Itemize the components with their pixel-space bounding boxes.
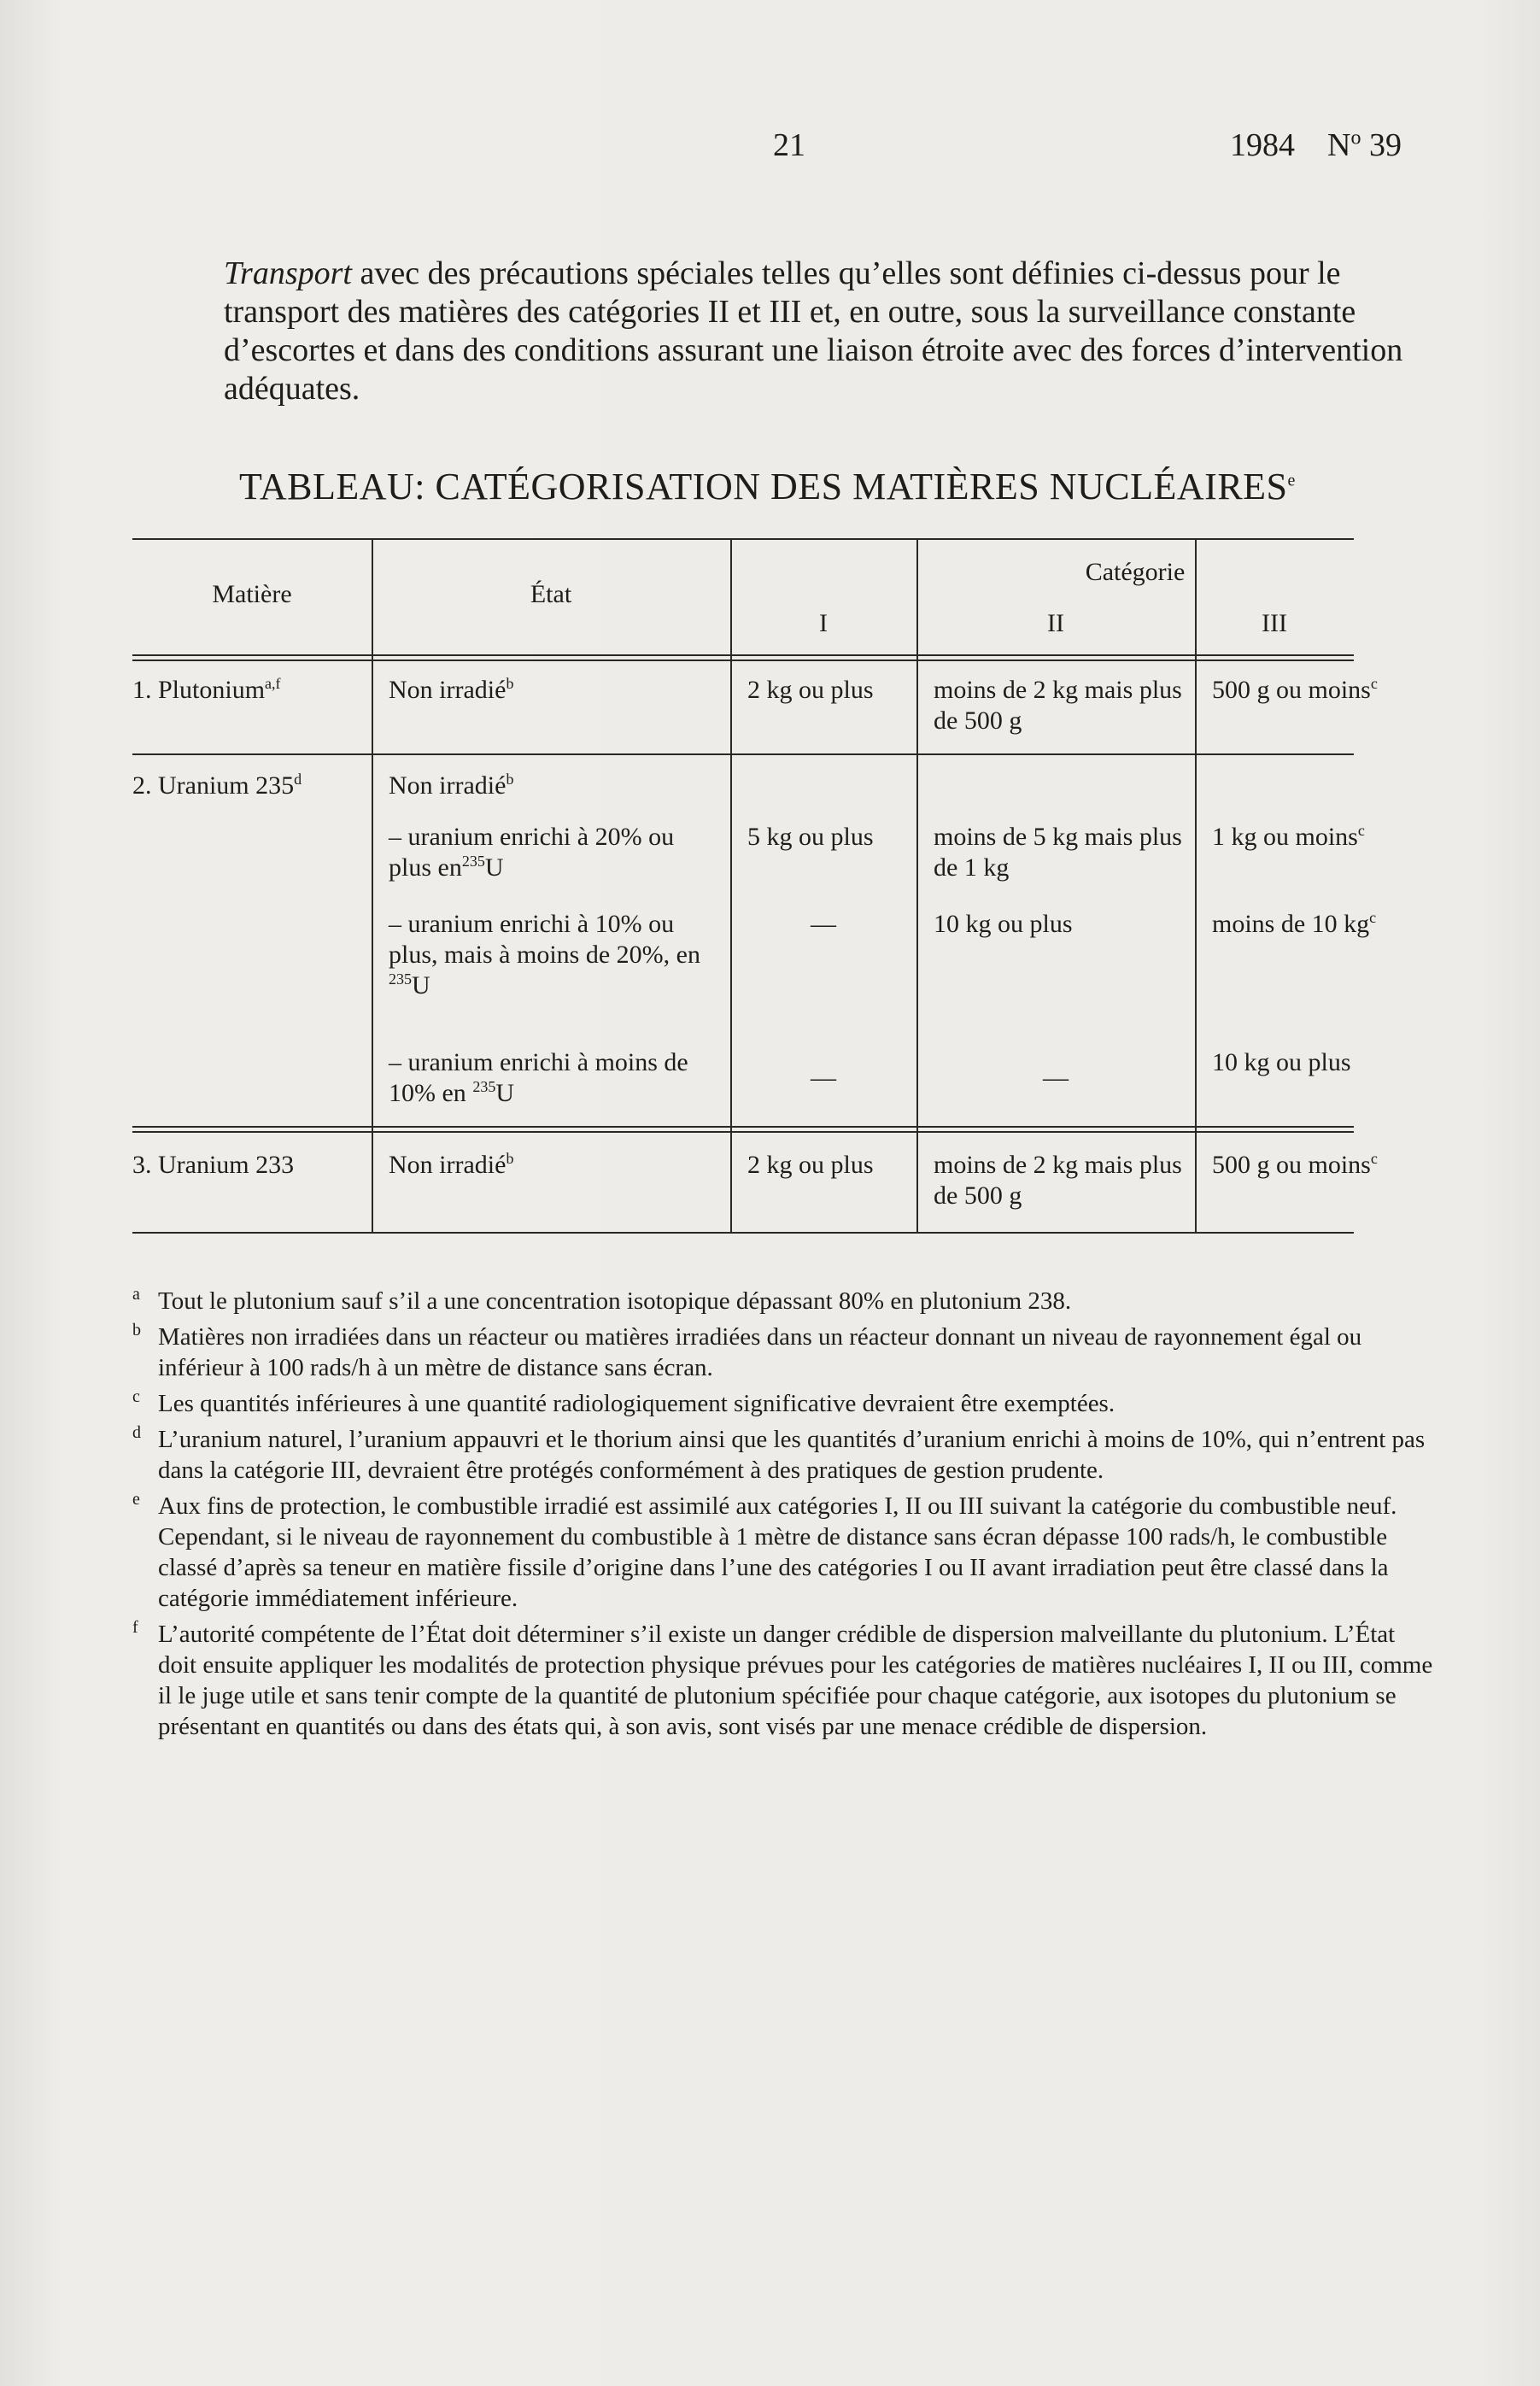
footnote: b Matières non irradiées dans un réacteur ou matières irradiées dans un réacteur donnant un niveau de rayonnement égal ou inférieur à 100 rads/h à un mètre de distance sans écran. <box>132 1321 1362 1381</box>
footnote: c Les quantités inférieures à une quantité radiologiquement significative devraient être exemptées. <box>132 1387 1115 1417</box>
header-cat-ii: II <box>1047 609 1064 637</box>
row3-etat: Non irradié$^b$ <box>389 1150 514 1179</box>
row2-sub1-cat-i: 5 kg ou plus <box>747 823 874 851</box>
row2-matiere: 2. Uranium 235$^d$ <box>132 771 302 800</box>
row2-sub1-etat: – uranium enrichi à 20% ou plus $en^{235}U$ <box>389 823 675 882</box>
footnote: a Tout le plutonium sauf s’il a une concentration isotopique dépassant 80% en plutonium 238. <box>132 1285 1072 1315</box>
table-title: TABLEAU: CATÉGORISATION DES MATIÈRES NUCLÉAIRES$^e$ <box>239 466 1296 507</box>
row2-etat: Non irradié$^b$ <box>389 771 514 800</box>
row1-cat-i: 2 kg ou plus <box>747 676 874 704</box>
header-cat-iii: III <box>1262 609 1287 637</box>
row1-cat-ii: moins de 2 kg mais plus de 500 g <box>934 676 1182 735</box>
row3-matiere: 3. Uranium 233 <box>132 1151 295 1179</box>
row2-sub3-cat-ii: — <box>1043 1064 1069 1092</box>
row2-sub3-cat-iii: 10 kg ou plus <box>1212 1048 1351 1076</box>
header-matiere: Matière <box>212 580 292 608</box>
intro-text: avec des précautions spéciales telles qu’elles sont définies ci-dessus pour le transport des matières des catégories II et III et, en outre, sous la surveillance constante d’escortes et dans des conditions assurant une liaison étroite avec des forces d’intervention adéquates. <box>224 255 1403 407</box>
row2-sub2-cat-iii: moins de 10 $kg^c$ <box>1212 909 1377 938</box>
row3-cat-iii: 500 g ou moins$^c$ <box>1212 1150 1378 1179</box>
row2-sub2-cat-i: — <box>811 910 836 938</box>
row1-etat: Non irradié$^b$ <box>389 675 514 704</box>
header-etat: État <box>530 580 572 608</box>
header-cat-i: I <box>819 609 828 637</box>
document-reference: 1984 $N^o$ 39 <box>1230 126 1402 163</box>
row3-cat-i: 2 kg ou plus <box>747 1151 874 1179</box>
intro-paragraph <box>224 255 1437 408</box>
row2-sub3-cat-i: — <box>811 1064 836 1092</box>
row2-sub3-etat: – uranium enrichi à moins de 10% en $^{235}$U <box>389 1048 688 1107</box>
row2-sub1-cat-ii: moins de 5 kg mais plus de 1 kg <box>934 823 1182 882</box>
page-header <box>0 126 1540 169</box>
footnotes <box>132 1286 1439 1747</box>
footnote: d L’uranium naturel, l’uranium appauvri et le thorium ainsi que les quantités d’uranium enrichi à moins de 10%, qui n’entrent pas dans la catégorie III, devraient être protégés conformément à des pratiques de gestion prudente. <box>132 1423 1426 1484</box>
intro-keyword: Transport <box>224 255 352 291</box>
row2-sub2-cat-ii: 10 kg ou plus <box>934 910 1073 938</box>
footnote: f L’autorité compétente de l’État doit déterminer s’il existe un danger crédible de dispersion malveillante du plutonium. L’État doit ensuite appliquer les modalités de protection physique prévues pour les catégories de matières nucléaires I, II ou III, comme il le juge utile et sans tenir compte de la quantité de plutonium spécifiée pour chaque catégorie, aux isotopes du plutonium se présentant en quantités ou dans des états qui, à son avis, sont visés par une menace crédible de dispersion. <box>132 1618 1433 1740</box>
header-categorie: Catégorie <box>1085 558 1186 586</box>
row1-cat-iii: 500 g ou moins$^c$ <box>1212 675 1378 704</box>
footnote: e Aux fins de protection, le combustible irradié est assimilé aux catégories I, II ou III suivant la catégorie du combustible neuf. Cependant, si le niveau de rayonnement du combustible à 1 mètre de distance sans écran dépasse 100 rads/h, le combustible classé d’après sa teneur en matière fissile d’origine dans l’une des catégories I ou II avant irradiation peut être classé dans la catégorie immédiatement inférieure. <box>132 1490 1397 1612</box>
row2-sub1-cat-iii: 1 kg ou moins$^c$ <box>1212 822 1365 851</box>
row3-cat-ii: moins de 2 kg mais plus de 500 g <box>934 1151 1182 1210</box>
page-number: 21 <box>773 127 805 163</box>
row1-matiere: 1. Plutonium$^{a,f}$ <box>132 675 281 704</box>
row2-sub2-etat: – uranium enrichi à 10% ou plus, mais à moins de 20%, en $^{235}$U <box>389 910 700 1000</box>
